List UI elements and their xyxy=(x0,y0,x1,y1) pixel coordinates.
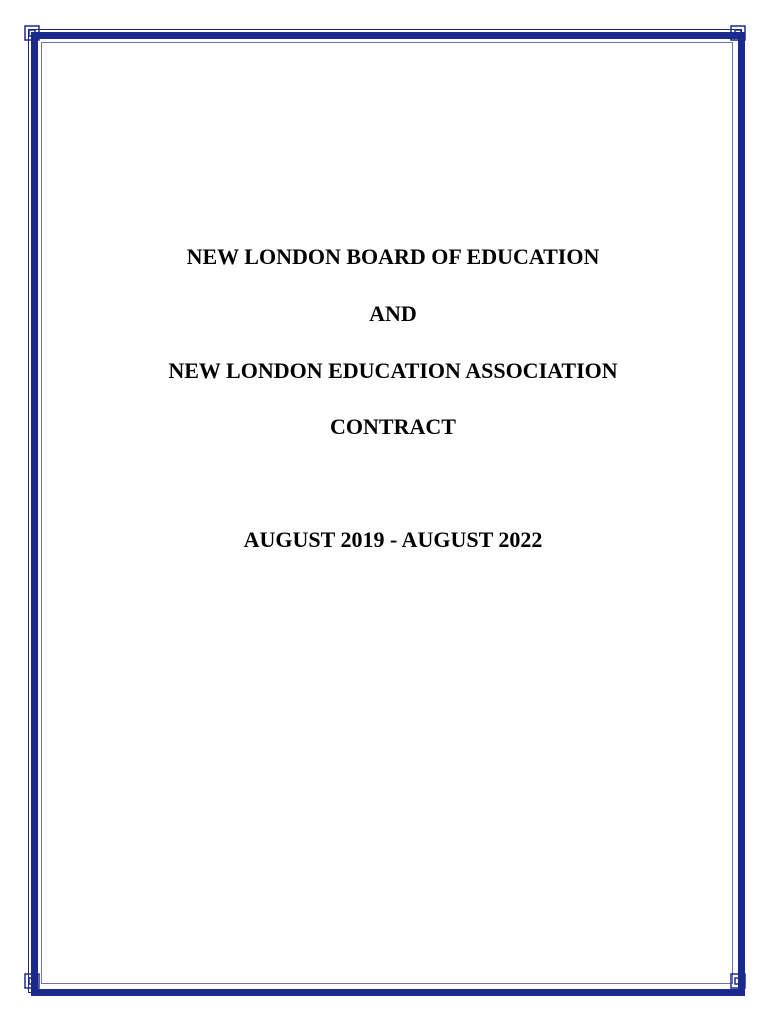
cover-title-line-1: NEW LONDON BOARD OF EDUCATION xyxy=(186,244,600,269)
cover-date-range: AUGUST 2019 - AUGUST 2022 xyxy=(243,527,543,552)
cover-document-type: CONTRACT xyxy=(330,414,456,439)
cover-title-line-3: NEW LONDON EDUCATION ASSOCIATION xyxy=(168,358,618,383)
border-corner-ornament xyxy=(24,25,40,41)
cover-title-line-2: AND xyxy=(369,301,417,326)
border-corner-ornament xyxy=(730,25,746,41)
cover-content xyxy=(48,48,738,978)
border-corner-ornament xyxy=(24,973,40,989)
